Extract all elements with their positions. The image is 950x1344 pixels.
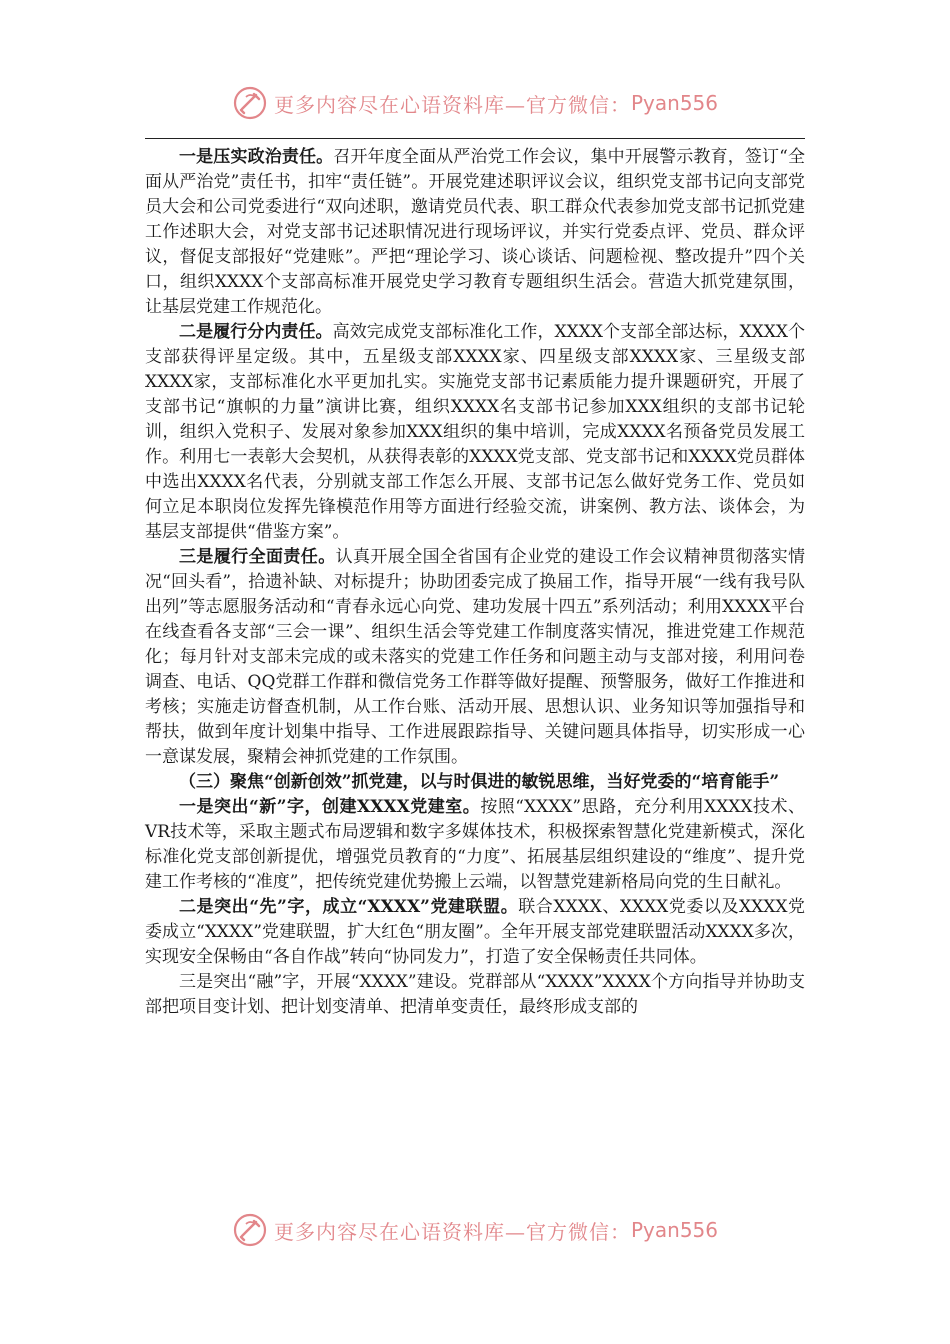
paragraph-6: 三是突出“融”字，开展“XXXX”建设。党群部从“XXXX”XXXX个方向指导并协助支部把项目变计划、把计划变清单、把清单变责任，最终形成支部的 [145,972,805,1017]
paragraph-1-lead: 一是压实政治责任。 [179,147,334,167]
logo-icon [232,1212,268,1248]
header-watermark-banner [0,78,950,128]
footer-watermark-banner [0,1205,950,1255]
paragraph-1 [145,145,805,320]
paragraph-4-lead: 一是突出“新”字，创建XXXX党建室。 [179,797,481,817]
header-banner-id: Pyan556 [630,91,718,115]
paragraph-3-lead: 三是履行全面责任。 [179,547,336,567]
footer-banner-id: Pyan556 [630,1218,718,1242]
paragraph-3 [145,545,805,770]
paragraph-2-lead: 二是履行分内责任。 [179,322,333,342]
paragraph-5-text: 联合XXXX、XXXX党委以及XXXX党委成立“XXXX”党建联盟，扩大红色“朋友圈”。全年开展支部党建联盟活动XXXX多次，实现安全保畅由“各自作战”转向“协同发力”，打造了安全保畅责任共同体。 [145,897,805,967]
header-divider [145,138,805,139]
paragraph-1-text: 召开年度全面从严治党工作会议，集中开展警示教育，签订“全面从严治党”责任书，扣牢“责任链”。开展党建述职评议会议，组织党支部书记向支部党员大会和公司党委进行“双向述职，邀请党员代表、职工群众代表参加党支部书记抓党建工作述职大会，对党支部书记述职情况进行现场评议，并实行党委点评、党员、群众评议，督促支部报好“党建账”。严把“理论学习、谈心谈话、问题检视、整改提升”四个关口，组织XXXX个支部高标准开展党史学习教育专题组织生活会。营造大抓党建氛围，让基层党建工作规范化。 [145,147,805,317]
paragraph-5-lead: 二是突出“先”字，成立“XXXX”党建联盟。 [179,897,519,917]
footer-banner-text: 更多内容尽在心语资料库—官方微信： [273,1219,631,1244]
paragraph-4-text: 按照“XXXX”思路，充分利用XXXX技术、VR技术等，采取主题式布局逻辑和数字多媒体技术，积极探索智慧化党建新模式，深化标准化党支部创新提优，增强党员教育的“力度”、拓展基层组织建设的“维度”、提升党建工作考核的“准度”，把传统党建优势搬上云端，以智慧党建新格局向党的生日献礼。 [145,797,806,892]
document-body [145,145,805,1020]
paragraph-3-text: 认真开展全国全省国有企业党的建设工作会议精神贯彻落实情况“回头看”，拾遗补缺、对标提升；协助团委完成了换届工作，指导开展“一线有我号队出列”等志愿服务活动和“青春永远心向党、建功发展十四五”系列活动；利用XXXX平台在线查看各支部“三会一课”、组织生活会等党建工作制度落实情况，推进党建工作规范化；每月针对支部未完成的或未落实的党建工作任务和问题主动与支部对接，利用问卷调查、电话、QQ党群工作群和微信党务工作群等做好提醒、预警服务，做好工作推进和考核；实施走访督查机制，从工作台账、活动开展、思想认识、业务知识等加强指导和帮扶，做到年度计划集中指导、工作进展跟踪指导、关键问题具体指导，切实形成一心一意谋发展，聚精会神抓党建的工作氛围。 [145,547,806,767]
header-banner-text: 更多内容尽在心语资料库—官方微信： [273,92,631,117]
paragraph-2 [145,320,805,545]
logo-icon [232,85,268,121]
paragraph-2-text: 高效完成党支部标准化工作，XXXX个支部全部达标，XXXX个支部获得评星定级。其中，五星级支部XXXX家、四星级支部XXXX家、三星级支部XXXX家，支部标准化水平更加扎实。实施党支部书记素质能力提升课题研究，开展了支部书记“旗帜的力量”演讲比赛，组织XXXX名支部书记参加XXX组织的支部书记轮训，组织入党积子、发展对象参加XXX组织的集中培训，完成XXXX名预备党员发展工作。利用七一表彰大会契机，从获得表彰的XXXX党支部、党支部书记和XXXX党员群体中选出XXXX名代表，分别就支部工作怎么开展、支部书记怎么做好党务工作、党员如何立足本职岗位发挥先锋模范作用等方面进行经验交流，讲案例、教方法、谈体会，为基层支部提供“借鉴方案”。 [145,322,806,542]
paragraph-4 [145,795,805,895]
paragraph-5 [145,895,805,970]
section-heading: （三）聚焦“创新创效”抓党建，以与时俱进的敏锐思维，当好党委的“培育能手” [179,772,780,792]
